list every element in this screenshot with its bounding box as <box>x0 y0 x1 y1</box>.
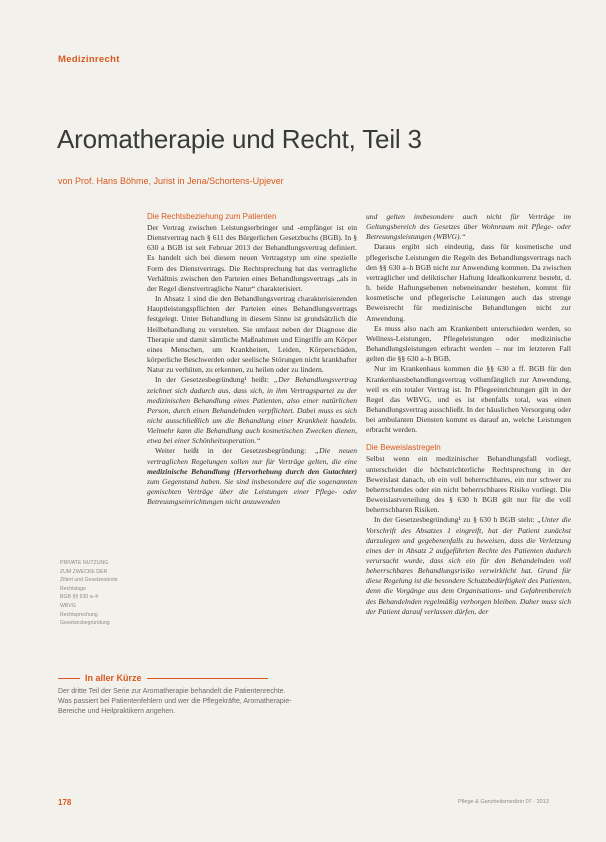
quote-emphasis: medizinische Behandlung (Hervorhebung durch den Gutachter) <box>147 466 357 476</box>
divider <box>58 678 80 679</box>
margin-note: WBVG <box>60 602 76 609</box>
paragraph-lead: In der Gesetzesbegründung¹ heißt: <box>155 375 274 385</box>
summary-box-header <box>58 673 268 683</box>
margin-note: BGB §§ 630 a–h <box>60 594 99 601</box>
spacer <box>366 435 571 443</box>
text-column-left <box>147 212 357 507</box>
paragraph <box>147 446 357 507</box>
quote-continuation: und gelten insbesondere auch nicht für Verträge im Geltungsbereich des Gesetzes über Wohnraum mit Pflege- oder Betreuungsleistungen (WBVG).“ <box>366 212 571 242</box>
article-title: Aromatherapie und Recht, Teil 3 <box>57 124 422 154</box>
margin-notes <box>60 560 142 629</box>
paragraph <box>147 375 357 446</box>
margin-note: Gesetzesbegründung <box>60 620 110 627</box>
paragraph: Daraus ergibt sich eindeutig, dass für kosmetische und pflegerische Leistungen die Regeln des Behandlungsvertrags nach den §§ 630 a–h BGB nicht zur Anwendung kommen. Da zwischen vertraglicher und deliktischer Haftung Idealkonkurrenz besteht, d. h. beide Haftungsebenen nebeneinander bestehen, kommt für kosmetische und pflegerische Leistungen auch das strenge Beweisrecht für medizinische Behandlungen nicht zur Anwendung. <box>366 242 571 323</box>
page-number: 178 <box>58 798 72 807</box>
subheading-beweislast: Die Beweislastregeln <box>366 443 441 453</box>
quote-text: „Der Behandlungsvertrag zeichnet sich dadurch aus, dass sich, in ihm Vertragspartei zu der medizinischen Behandlung eines Patienten, also einer natürlichen Person, durch einen Behandelnden verpflichtet. Dabei muss es sich nicht ausschließlich um die Behandlung einer Krankheit handeln. Vielmehr kann die Behandlung auch kosmetischen Zwecken dienen, etwa bei einer Schönheitsoperation.“ <box>147 375 357 446</box>
text-column-right <box>366 212 571 617</box>
publication-footer: Pflege & Ganzheitsmedizin 07 · 2013 <box>458 799 549 805</box>
quote-text: „Unter die Vorschrift des Absatzes 1 eingreift, hat der Patient zunächst darzulegen und gegebenenfalls zu beweisen, dass die Verletzung eines der in Absatz 2 aufgeführten Rechte des Patienten dadurch verursacht wurde, dass sich ein für den Behandelnden voll beherrschbares Behandlungsrisiko verwirklicht hat. Grund für diese Regelung ist die besondere Schutzbedürftigkeit des Patienten, denn die Vorgänge aus dem Organisations- und Gefahrenbereich des Behandelnden regelmäßig verborgen bleiben. Daher muss sich der Patient darauf verlassen dürfen, der <box>366 515 571 616</box>
paragraph: Es muss also nach am Krankenbett unterschieden werden, so Wellness-Leistungen, Pflegeleistungen oder medizinische Behandlungsleistungen erbracht werden – nur im letzteren Fall gelten die §§ 630 a–h BGB. <box>366 323 571 364</box>
paragraph: Selbst wenn ein medizinischer Behandlungsfall vorliegt, unterscheidet die höchstrichterliche Rechtsprechung in der Beweislast danach, ob ein voll beherrschbares, ein nur schwer zu beherrschendes oder ein nicht beherrschbares Risiko vorliegt. Die Beweislastverteilung des § 630 h BGB gilt nur für die voll beherrschbaren Risiken. <box>366 454 571 515</box>
divider <box>147 678 268 679</box>
margin-note: PRIVATE NUTZUNG <box>60 560 109 566</box>
margin-note: ZUM ZWECKE DER <box>60 568 108 575</box>
section-label: Medizinrecht <box>58 54 120 65</box>
paragraph-lead: Weiter heißt in der Gesetzesbegründung: <box>155 446 315 456</box>
paragraph: Nur im Krankenhaus kommen die §§ 630 a ff. BGB für den Krankenhausbehandlungsvertrag vollumfänglich zur Anwendung, weil es ein totaler Vertrag ist. In Pflegeeinrichtungen gilt in der Regel das WBVG, und es ist ebenfalls total, was einen Behandlungsvertrag ausschließt. In der häuslichen Versorgung oder bei ambulanten Diensten kommt es darauf an, welche Leistungen erbracht werden. <box>366 364 571 435</box>
margin-note: Rechtsprechung <box>60 611 98 618</box>
paragraph: In Absatz 1 sind die den Behandlungsvertrag charakterisierenden Hauptleistungspflichten der Parteien eines Behandlungsvertrags festgelegt. Unter Behandlung in diesem Sinne ist grundsätzlich die Heilbehandlung zu verstehen. Sie umfasst neben der Diagnose die Therapie und damit sämtliche Maßnahmen und Eingriffe am Körper eines Menschen, um Krankheiten, Leiden, Körperschäden, körperliche Beschwerden oder seelische Störungen nicht krankhafter Natur zu verhüten, zu erkennen, zu heilen oder zu lindern. <box>147 294 357 375</box>
paragraph-lead: In der Gesetzesbegründung¹ zu § 630 h BGB steht: <box>374 515 538 525</box>
quote-text: „Die neuen vertraglichen Regelungen sollen nur für Verträge gelten, die eine <box>147 446 358 466</box>
quote-text: zum Gegenstand haben. Sie sind insbesondere auf die sogenannten gemischten Verträge über die Leistungen einer Pflege- oder Betreuungseinrichtungen nicht anzuwenden <box>147 476 357 507</box>
author-byline: von Prof. Hans Böhme, Jurist in Jena/Schortens-Upjever <box>58 176 284 186</box>
summary-text: Der dritte Teil der Serie zur Aromatherapie behandelt die Patientenrechte. Was passiert bei Patientenfehlern und wer die Pflegekräfte, Aromatherapie-Bereiche und Heilpraktikern angehen. <box>58 688 292 715</box>
margin-note: Zitiert und Gesetzestexte <box>60 577 118 584</box>
paragraph <box>366 515 571 617</box>
subheading-rechtsbeziehung: Die Rechtsbeziehung zum Patienten <box>147 212 277 221</box>
paragraph: Der Vertrag zwischen Leistungserbringer und -empfänger ist ein Dienstvertrag nach § 611 des Bürgerlichen Gesetzbuchs (BGB). In § 630 a BGB ist seit Februar 2013 der Behandlungsvertrag definiert. Es handelt sich bei diesem neuen Vertragstyp um eine spezielle Form des Dienstvertrags. Die Rechtsprechung hat das vertragliche Verhältnis zwischen den Parteien eines Behandlungsvertrags „als in der Regel dienstvertragliche Natur“ charakterisiert. <box>147 223 357 293</box>
margin-note: Rechtslage <box>60 585 86 592</box>
summary-heading: In aller Kürze <box>85 673 142 683</box>
